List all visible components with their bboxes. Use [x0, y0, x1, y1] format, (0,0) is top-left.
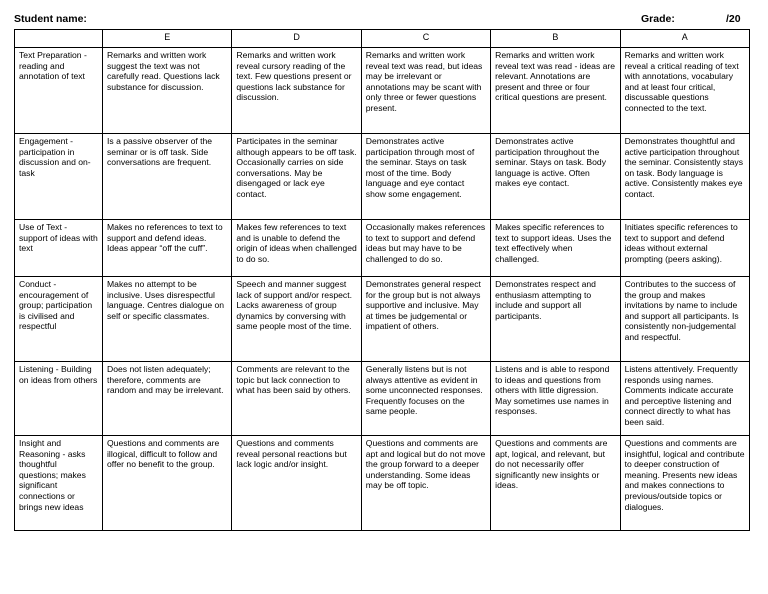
- rubric-row-listening: [15, 362, 750, 436]
- descriptor-cell-e: Makes no attempt to be inclusive. Uses disrespectful language. Centres dialogue on self or specific classmates.: [103, 277, 232, 362]
- descriptor-cell-d: Makes few references to text and is unable to defend the origin of ideas when challenged to do so.: [232, 220, 361, 277]
- descriptor-cell-a: Initiates specific references to text to support and defend ideas without external prompting (peers asking).: [620, 220, 749, 277]
- criterion-cell: Listening - Building on ideas from others: [15, 362, 103, 436]
- descriptor-cell-b: Remarks and written work reveal text was read - ideas are relevant. Annotations are present and three or four critical questions are present.: [491, 48, 620, 134]
- descriptor-cell-c: Demonstrates active participation through most of the seminar. Stays on task most of the time. Body language and eye contact show some engagement.: [361, 134, 490, 220]
- descriptor-cell-a: Listens attentively. Frequently responds using names. Comments indicate accurate and perceptive listening and connect directly to what has been said.: [620, 362, 749, 436]
- column-header-d: D: [232, 30, 361, 48]
- criterion-cell: Text Preparation - reading and annotation of text: [15, 48, 103, 134]
- descriptor-cell-e: Questions and comments are illogical, difficult to follow and offer no benefit to the group.: [103, 436, 232, 531]
- descriptor-cell-a: Remarks and written work reveal a critical reading of text with annotations, vocabulary and at least four critical, discussable questions connected to the text.: [620, 48, 749, 134]
- rubric-row-insight-reasoning: [15, 436, 750, 531]
- descriptor-cell-d: Comments are relevant to the topic but lack connection to what has been said by others.: [232, 362, 361, 436]
- rubric-row-text-preparation: [15, 48, 750, 134]
- column-header-b: B: [491, 30, 620, 48]
- descriptor-cell-c: Questions and comments are apt and logical but do not move the group forward to a deeper understanding. Some ideas may be off topic.: [361, 436, 490, 531]
- descriptor-cell-d: Questions and comments reveal personal reactions but lack logic and/or insight.: [232, 436, 361, 531]
- criterion-cell: Use of Text - support of ideas with text: [15, 220, 103, 277]
- column-header-a: A: [620, 30, 749, 48]
- column-header-c: C: [361, 30, 490, 48]
- student-name-label: Student name:: [14, 13, 87, 25]
- descriptor-cell-e: Does not listen adequately; therefore, comments are random and may be irrelevant.: [103, 362, 232, 436]
- descriptor-cell-e: Remarks and written work suggest the text was not carefully read. Questions lack substance for discussion.: [103, 48, 232, 134]
- criterion-cell: Insight and Reasoning - asks thoughtful questions; makes significant connections or brings new ideas: [15, 436, 103, 531]
- rubric-row-use-of-text: [15, 220, 750, 277]
- rubric-header: [14, 13, 754, 27]
- descriptor-cell-d: Speech and manner suggest lack of support and/or respect. Lacks awareness of group dynamics by conversing with same people most of the time.: [232, 277, 361, 362]
- descriptor-cell-b: Listens and is able to respond to ideas and questions from others with little digression. May sometimes use names in responses.: [491, 362, 620, 436]
- rubric-row-conduct: [15, 277, 750, 362]
- descriptor-cell-b: Makes specific references to text to support ideas. Uses the text effectively when challenged.: [491, 220, 620, 277]
- rubric-header-row: [15, 30, 750, 48]
- grade-total: /20: [726, 13, 741, 25]
- descriptor-cell-d: Participates in the seminar although appears to be off task. Occasionally carries on side conversations. May be disengaged or lack eye contact.: [232, 134, 361, 220]
- descriptor-cell-d: Remarks and written work reveal cursory reading of the text. Few questions present or questions lack substance for discussion.: [232, 48, 361, 134]
- descriptor-cell-a: Contributes to the success of the group and makes invitations by name to include and support all participants. Is consistently non-judgemental and respectful.: [620, 277, 749, 362]
- rubric-row-engagement: [15, 134, 750, 220]
- descriptor-cell-c: Demonstrates general respect for the group but is not always supportive and inclusive. May at times be judgemental or impatient of others.: [361, 277, 490, 362]
- descriptor-cell-e: Is a passive observer of the seminar or is off task. Side conversations are frequent.: [103, 134, 232, 220]
- descriptor-cell-b: Demonstrates respect and enthusiasm attempting to include and support all participants.: [491, 277, 620, 362]
- descriptor-cell-a: Questions and comments are insightful, logical and contribute to deeper construction of meaning. Presents new ideas and makes connections to previous/outside topics or dialogues.: [620, 436, 749, 531]
- descriptor-cell-c: Remarks and written work reveal text was read, but ideas may be irrelevant or annotations may be scant with only three or fewer questions present.: [361, 48, 490, 134]
- descriptor-cell-e: Makes no references to text to support and defend ideas. Ideas appear “off the cuff”.: [103, 220, 232, 277]
- descriptor-cell-a: Demonstrates thoughtful and active participation throughout the seminar. Consistently stays on task. Body language is active. Consistently makes eye contact.: [620, 134, 749, 220]
- column-header-e: E: [103, 30, 232, 48]
- descriptor-cell-b: Demonstrates active participation throughout the seminar. Stays on task. Body language is active. Often makes eye contact.: [491, 134, 620, 220]
- descriptor-cell-c: Generally listens but is not always attentive as evident in some unconnected responses. Frequently focuses on the same people.: [361, 362, 490, 436]
- descriptor-cell-c: Occasionally makes references to text to support and defend ideas but may have to be challenged to do so.: [361, 220, 490, 277]
- criterion-cell: Conduct - encouragement of group; participation is civilised and respectful: [15, 277, 103, 362]
- criterion-cell: Engagement - participation in discussion and on-task: [15, 134, 103, 220]
- column-header-criterion: [15, 30, 103, 48]
- descriptor-cell-b: Questions and comments are apt, logical, and relevant, but do not necessarily offer significantly new insights or ideas.: [491, 436, 620, 531]
- grade-label: Grade:: [641, 13, 675, 25]
- rubric-table: [14, 29, 750, 531]
